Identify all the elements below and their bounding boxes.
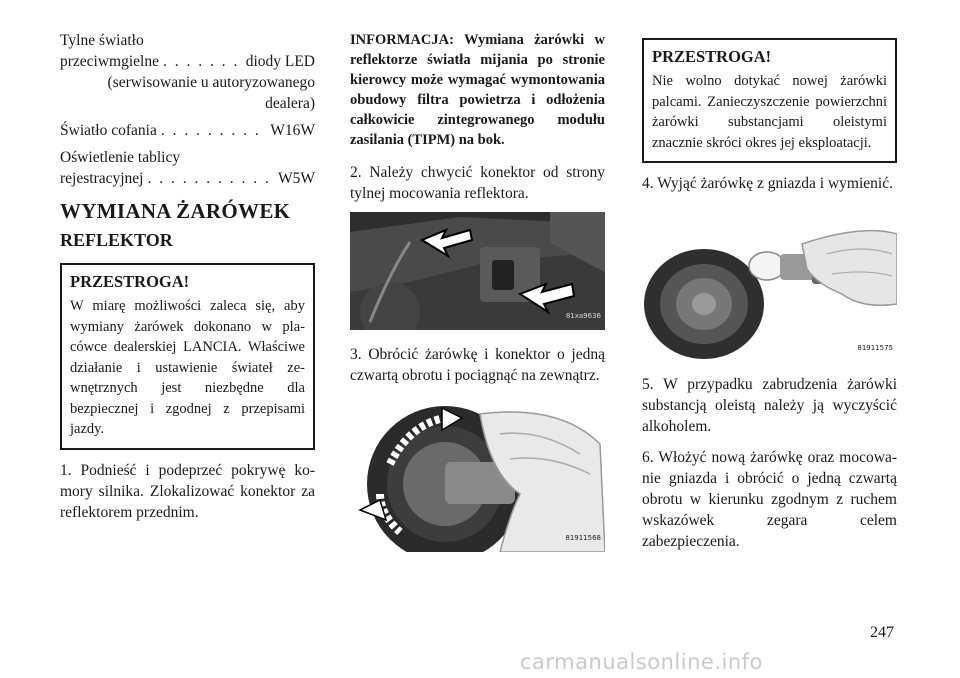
- image-code: 81xa9636: [565, 312, 601, 320]
- spec-label: rejestracyjnej: [60, 170, 144, 187]
- spec-value: diody LED: [245, 53, 315, 70]
- image-code: 81911575: [857, 344, 893, 352]
- warning-box: [60, 263, 315, 450]
- spec-tail-fog: [60, 30, 315, 114]
- image-code: 81911568: [565, 534, 601, 542]
- spec-note: (serwisowanie u autoryzowanego: [107, 74, 315, 91]
- bulb-rotate-photo: [350, 404, 605, 552]
- column-left: [60, 30, 315, 523]
- bulb-removed-photo: [642, 214, 897, 362]
- page-number: 247: [870, 624, 894, 641]
- column-middle: [350, 30, 605, 552]
- warning-title: PRZESTROGA!: [70, 272, 190, 291]
- spec-label: przeciwmgielne: [60, 53, 159, 70]
- warning-title: PRZESTROGA!: [652, 47, 772, 66]
- spec-note: dealera): [265, 95, 315, 112]
- headlamp-connector-photo: [350, 212, 605, 330]
- warning-box: [642, 38, 897, 163]
- column-right: [642, 38, 897, 552]
- leader-dots: [147, 168, 274, 189]
- section-title: WYMIANA ŻARÓWEK: [60, 199, 291, 223]
- spec-value: W16W: [270, 122, 315, 139]
- info-note: INFORMACJA: Wymiana żarówki w reflektorze światła mijania po stronie kierowcy może wymagać wymontowania obudowy filtra powietrza i odłożenia całkowicie zintegrowanego modułu zasilania (TIPM) na bok.: [350, 32, 605, 148]
- step-2: 2. Należy chwycić konektor od strony tylnej mocowania reflektora.: [350, 164, 605, 202]
- spec-plate: [60, 147, 315, 189]
- step-4: 4. Wyjąć żarówkę z gniazda i wymienić.: [642, 175, 893, 192]
- spec-title: Tylne światło: [60, 32, 144, 49]
- step-5: 5. W przypadku zabrudzenia żarówki substancją oleistą należy ją wyczyścić alkoholem.: [642, 376, 897, 435]
- subsection-title: REFLEKTOR: [60, 230, 173, 250]
- warning-text: W miarę możliwości zaleca się, aby wymiany żarówek dokonano w placówce dealerskiej LANCIA. Właściwe działanie i ustawienie świateł zewnętrznych jest niezbędne dla bezpiecznej i zgodnej z przepisami jazdy.: [70, 298, 305, 437]
- step-1: 1. Podnieść i podeprzeć pokrywę komory silnika. Zlokalizować konektor za reflektorem przednim.: [60, 461, 315, 521]
- leader-dots: [163, 51, 242, 72]
- spec-value: W5W: [277, 170, 315, 187]
- spec-title: Oświetlenie tablicy: [60, 149, 181, 166]
- spec-reverse: [60, 120, 315, 141]
- step-6: 6. Włożyć nową żarówkę oraz mocowanie gniazda i obrócić o jedną czwartą obrotu w kierunku zgodnym z ruchem wskazówek zegara celem zabezpieczenia.: [642, 449, 897, 550]
- leader-dots: [161, 120, 266, 141]
- spec-label: Światło cofania: [60, 122, 157, 139]
- step-3: 3. Obrócić żarówkę i konektor o jedną czwartą obrotu i pociągnąć na zewnątrz.: [350, 346, 605, 384]
- watermark: carmanualsonline.info: [520, 650, 763, 674]
- warning-text: Nie wolno dotykać nowej żarówki palcami. Zanieczyszczenie powierzchni żarówki substancjami oleistymi znacznie skróci okres jej eksploatacji.: [652, 73, 887, 151]
